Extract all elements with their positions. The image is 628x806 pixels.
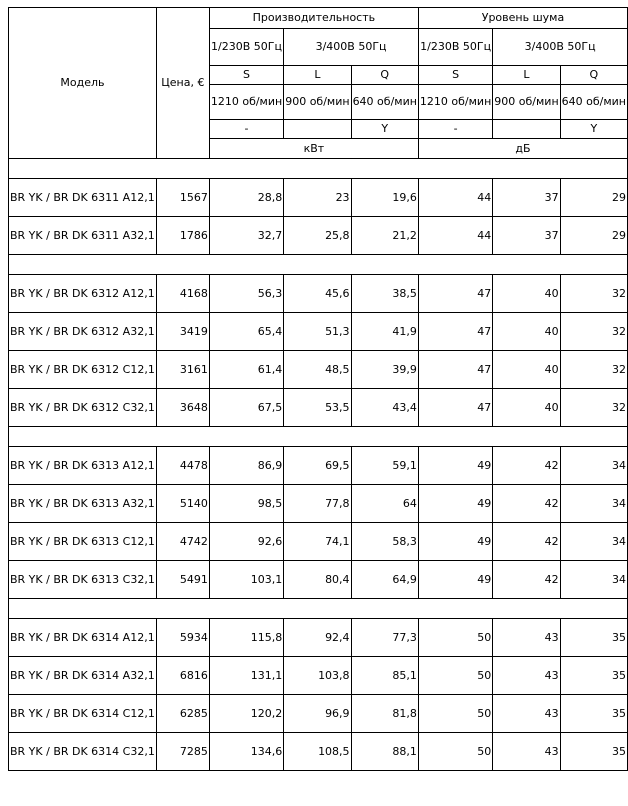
header-speed-q: Q xyxy=(351,66,418,85)
group-separator-row xyxy=(9,427,628,447)
performance-q-cell: 88,1 xyxy=(351,733,418,771)
price-cell: 6285 xyxy=(156,695,209,733)
performance-s-cell: 103,1 xyxy=(209,561,283,599)
price-cell: 5934 xyxy=(156,619,209,657)
performance-s-cell: 86,9 xyxy=(209,447,283,485)
performance-q-cell: 39,9 xyxy=(351,351,418,389)
model-cell: BR YK / BR DK 6314 C12,1 xyxy=(9,695,157,733)
noise-l-cell: 43 xyxy=(493,695,560,733)
model-cell: BR YK / BR DK 6311 A12,1 xyxy=(9,179,157,217)
noise-l-cell: 43 xyxy=(493,657,560,695)
performance-q-cell: 38,5 xyxy=(351,275,418,313)
header-empty xyxy=(284,120,351,139)
performance-l-cell: 23 xyxy=(284,179,351,217)
model-cell: BR YK / BR DK 6314 A12,1 xyxy=(9,619,157,657)
noise-l-cell: 42 xyxy=(493,561,560,599)
noise-q-cell: 32 xyxy=(560,351,627,389)
noise-s-cell: 49 xyxy=(418,447,492,485)
noise-q-cell: 35 xyxy=(560,695,627,733)
table-row xyxy=(9,523,628,561)
performance-l-cell: 108,5 xyxy=(284,733,351,771)
model-cell: BR YK / BR DK 6312 C12,1 xyxy=(9,351,157,389)
table-row xyxy=(9,389,628,427)
performance-q-cell: 58,3 xyxy=(351,523,418,561)
table-row xyxy=(9,447,628,485)
performance-l-cell: 53,5 xyxy=(284,389,351,427)
price-cell: 4168 xyxy=(156,275,209,313)
header-performance: Производительность xyxy=(209,8,418,29)
performance-s-cell: 92,6 xyxy=(209,523,283,561)
performance-l-cell: 45,6 xyxy=(284,275,351,313)
header-noise: Уровень шума xyxy=(418,8,627,29)
header-dash: - xyxy=(418,120,492,139)
noise-l-cell: 40 xyxy=(493,275,560,313)
group-separator-row xyxy=(9,599,628,619)
noise-q-cell: 34 xyxy=(560,447,627,485)
header-rpm-640: 640 об/мин xyxy=(351,85,418,120)
noise-q-cell: 32 xyxy=(560,389,627,427)
table-row xyxy=(9,619,628,657)
header-supply-single-noise: 1/230В 50Гц xyxy=(418,29,492,66)
header-model: Модель xyxy=(9,8,157,159)
price-cell: 3161 xyxy=(156,351,209,389)
price-cell: 6816 xyxy=(156,657,209,695)
table-body xyxy=(9,8,628,771)
separator-cell xyxy=(9,599,628,619)
table-row xyxy=(9,351,628,389)
price-cell: 4478 xyxy=(156,447,209,485)
header-unit-kw: кВт xyxy=(209,139,418,159)
header-supply-three-perf: 3/400В 50Гц xyxy=(284,29,419,66)
price-table xyxy=(8,7,628,771)
header-y: Y xyxy=(351,120,418,139)
performance-l-cell: 51,3 xyxy=(284,313,351,351)
noise-l-cell: 42 xyxy=(493,447,560,485)
noise-s-cell: 50 xyxy=(418,619,492,657)
noise-s-cell: 47 xyxy=(418,389,492,427)
model-cell: BR YK / BR DK 6313 A32,1 xyxy=(9,485,157,523)
price-cell: 7285 xyxy=(156,733,209,771)
model-cell: BR YK / BR DK 6312 C32,1 xyxy=(9,389,157,427)
table-row xyxy=(9,275,628,313)
separator-cell xyxy=(9,427,628,447)
noise-q-cell: 35 xyxy=(560,657,627,695)
performance-q-cell: 21,2 xyxy=(351,217,418,255)
header-supply-three-noise: 3/400В 50Гц xyxy=(493,29,628,66)
performance-s-cell: 56,3 xyxy=(209,275,283,313)
noise-l-cell: 43 xyxy=(493,619,560,657)
price-cell: 1786 xyxy=(156,217,209,255)
performance-s-cell: 65,4 xyxy=(209,313,283,351)
performance-l-cell: 69,5 xyxy=(284,447,351,485)
noise-s-cell: 44 xyxy=(418,179,492,217)
performance-q-cell: 19,6 xyxy=(351,179,418,217)
noise-l-cell: 40 xyxy=(493,389,560,427)
price-cell: 3419 xyxy=(156,313,209,351)
performance-q-cell: 41,9 xyxy=(351,313,418,351)
noise-s-cell: 47 xyxy=(418,313,492,351)
header-dash: - xyxy=(209,120,283,139)
header-speed-l: L xyxy=(493,66,560,85)
separator-cell xyxy=(9,255,628,275)
header-speed-s: S xyxy=(418,66,492,85)
header-empty xyxy=(493,120,560,139)
performance-q-cell: 64 xyxy=(351,485,418,523)
header-price: Цена, € xyxy=(156,8,209,159)
header-rpm-640: 640 об/мин xyxy=(560,85,627,120)
performance-s-cell: 32,7 xyxy=(209,217,283,255)
model-cell: BR YK / BR DK 6311 A32,1 xyxy=(9,217,157,255)
noise-q-cell: 32 xyxy=(560,275,627,313)
performance-s-cell: 61,4 xyxy=(209,351,283,389)
performance-l-cell: 80,4 xyxy=(284,561,351,599)
performance-l-cell: 92,4 xyxy=(284,619,351,657)
table-row xyxy=(9,179,628,217)
model-cell: BR YK / BR DK 6314 A32,1 xyxy=(9,657,157,695)
performance-s-cell: 134,6 xyxy=(209,733,283,771)
performance-q-cell: 59,1 xyxy=(351,447,418,485)
header-y: Y xyxy=(560,120,627,139)
table-row xyxy=(9,695,628,733)
noise-l-cell: 42 xyxy=(493,523,560,561)
price-cell: 1567 xyxy=(156,179,209,217)
header-speed-s: S xyxy=(209,66,283,85)
noise-q-cell: 32 xyxy=(560,313,627,351)
performance-s-cell: 131,1 xyxy=(209,657,283,695)
noise-l-cell: 42 xyxy=(493,485,560,523)
header-rpm-900: 900 об/мин xyxy=(493,85,560,120)
header-speed-l: L xyxy=(284,66,351,85)
model-cell: BR YK / BR DK 6314 C32,1 xyxy=(9,733,157,771)
noise-q-cell: 34 xyxy=(560,485,627,523)
model-cell: BR YK / BR DK 6313 C12,1 xyxy=(9,523,157,561)
header-speed-q: Q xyxy=(560,66,627,85)
table-row xyxy=(9,217,628,255)
noise-s-cell: 49 xyxy=(418,523,492,561)
table-row xyxy=(9,485,628,523)
header-unit-db: дБ xyxy=(418,139,627,159)
performance-s-cell: 120,2 xyxy=(209,695,283,733)
table-row xyxy=(9,657,628,695)
group-separator-row xyxy=(9,255,628,275)
performance-q-cell: 43,4 xyxy=(351,389,418,427)
header-rpm-1210: 1210 об/мин xyxy=(418,85,492,120)
noise-l-cell: 37 xyxy=(493,217,560,255)
noise-q-cell: 29 xyxy=(560,217,627,255)
model-cell: BR YK / BR DK 6313 A12,1 xyxy=(9,447,157,485)
separator-cell xyxy=(9,159,628,179)
performance-q-cell: 77,3 xyxy=(351,619,418,657)
noise-l-cell: 40 xyxy=(493,313,560,351)
performance-s-cell: 98,5 xyxy=(209,485,283,523)
noise-s-cell: 50 xyxy=(418,657,492,695)
noise-q-cell: 29 xyxy=(560,179,627,217)
noise-q-cell: 34 xyxy=(560,523,627,561)
noise-s-cell: 50 xyxy=(418,695,492,733)
performance-l-cell: 103,8 xyxy=(284,657,351,695)
noise-l-cell: 43 xyxy=(493,733,560,771)
noise-s-cell: 49 xyxy=(418,485,492,523)
performance-l-cell: 74,1 xyxy=(284,523,351,561)
model-cell: BR YK / BR DK 6313 C32,1 xyxy=(9,561,157,599)
table-row xyxy=(9,733,628,771)
performance-s-cell: 67,5 xyxy=(209,389,283,427)
noise-l-cell: 40 xyxy=(493,351,560,389)
performance-l-cell: 77,8 xyxy=(284,485,351,523)
noise-s-cell: 47 xyxy=(418,351,492,389)
performance-l-cell: 48,5 xyxy=(284,351,351,389)
noise-s-cell: 47 xyxy=(418,275,492,313)
price-cell: 3648 xyxy=(156,389,209,427)
noise-q-cell: 35 xyxy=(560,733,627,771)
price-cell: 4742 xyxy=(156,523,209,561)
performance-s-cell: 28,8 xyxy=(209,179,283,217)
noise-l-cell: 37 xyxy=(493,179,560,217)
header-supply-single-perf: 1/230В 50Гц xyxy=(209,29,283,66)
price-cell: 5140 xyxy=(156,485,209,523)
performance-l-cell: 96,9 xyxy=(284,695,351,733)
performance-q-cell: 85,1 xyxy=(351,657,418,695)
price-cell: 5491 xyxy=(156,561,209,599)
header-rpm-900: 900 об/мин xyxy=(284,85,351,120)
performance-l-cell: 25,8 xyxy=(284,217,351,255)
table-row xyxy=(9,561,628,599)
header-rpm-1210: 1210 об/мин xyxy=(209,85,283,120)
noise-s-cell: 44 xyxy=(418,217,492,255)
performance-q-cell: 64,9 xyxy=(351,561,418,599)
model-cell: BR YK / BR DK 6312 A32,1 xyxy=(9,313,157,351)
noise-s-cell: 49 xyxy=(418,561,492,599)
performance-q-cell: 81,8 xyxy=(351,695,418,733)
noise-q-cell: 35 xyxy=(560,619,627,657)
noise-s-cell: 50 xyxy=(418,733,492,771)
table-row xyxy=(9,313,628,351)
noise-q-cell: 34 xyxy=(560,561,627,599)
group-separator-row xyxy=(9,159,628,179)
performance-s-cell: 115,8 xyxy=(209,619,283,657)
model-cell: BR YK / BR DK 6312 A12,1 xyxy=(9,275,157,313)
